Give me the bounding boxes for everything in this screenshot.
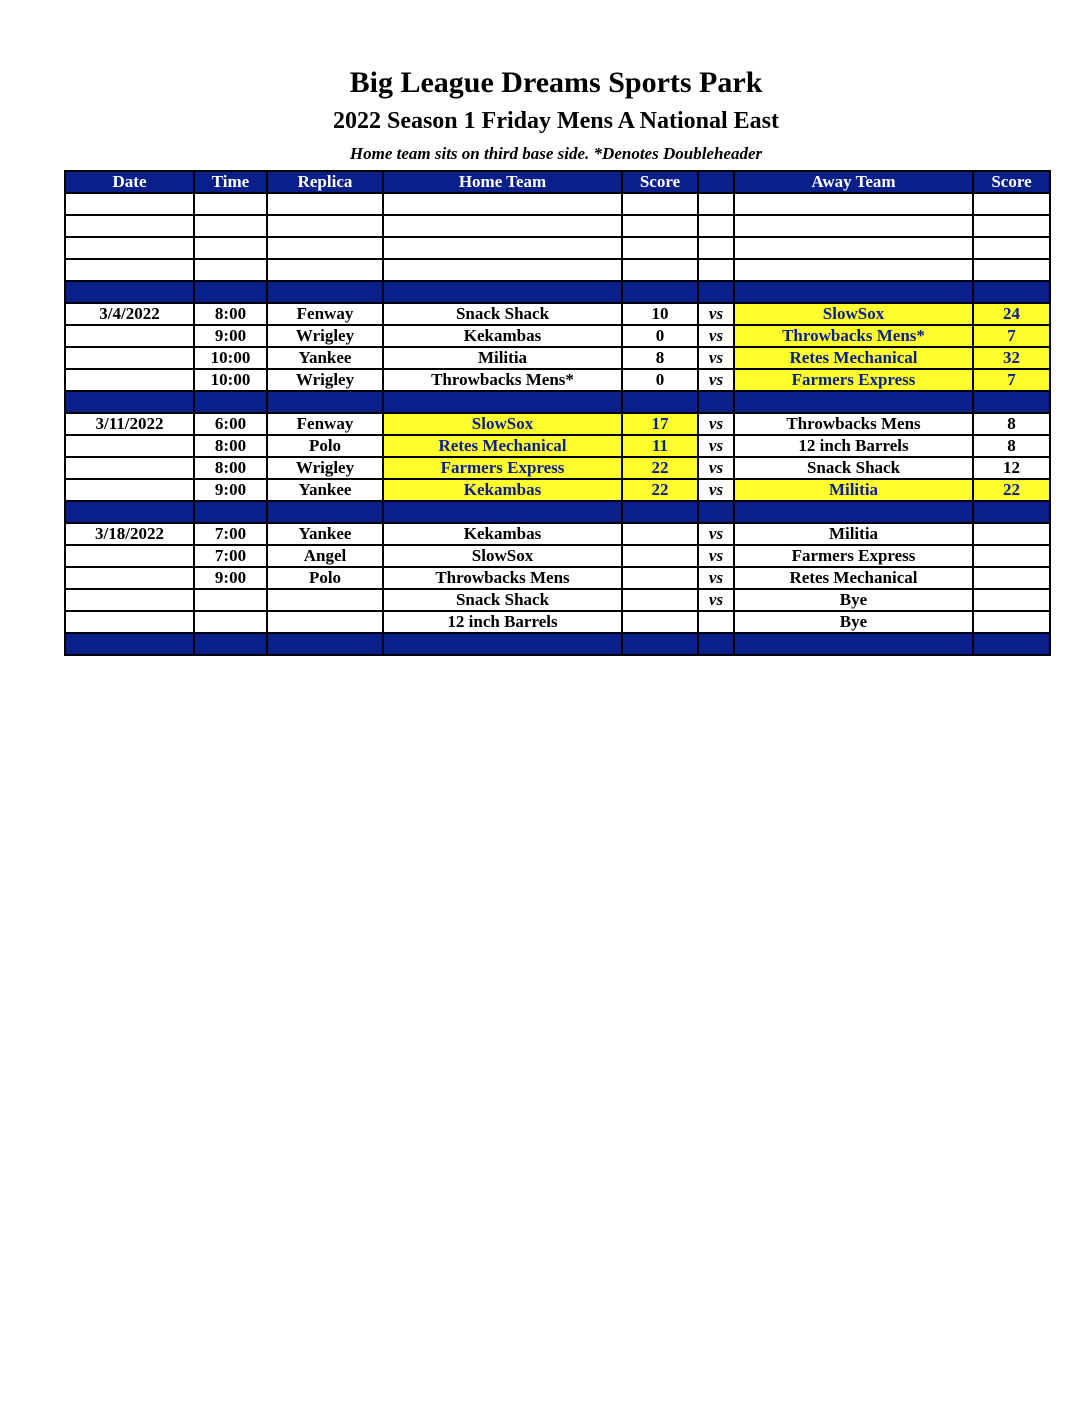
vs-cell xyxy=(698,611,734,633)
home-team-cell: Snack Shack xyxy=(383,303,622,325)
blank-row xyxy=(65,215,1050,237)
table-row xyxy=(65,303,1050,325)
blank-row xyxy=(65,193,1050,215)
replica-cell: Angel xyxy=(267,545,383,567)
schedule-body xyxy=(65,193,1050,655)
table-row xyxy=(65,325,1050,347)
table-row xyxy=(65,413,1050,435)
home-score-cell: 0 xyxy=(622,325,698,347)
date-cell xyxy=(65,545,194,567)
away-score-cell xyxy=(973,611,1050,633)
home-score-cell: 10 xyxy=(622,303,698,325)
vs-cell: vs xyxy=(698,347,734,369)
replica-cell: Wrigley xyxy=(267,457,383,479)
home-score-cell xyxy=(622,567,698,589)
date-cell: 3/18/2022 xyxy=(65,523,194,545)
home-score-cell: 17 xyxy=(622,413,698,435)
vs-cell: vs xyxy=(698,567,734,589)
table-row xyxy=(65,567,1050,589)
vs-cell: vs xyxy=(698,457,734,479)
time-cell: 6:00 xyxy=(194,413,267,435)
table-row xyxy=(65,589,1050,611)
date-cell xyxy=(65,611,194,633)
away-score-cell: 8 xyxy=(973,413,1050,435)
col-home-header: Home Team xyxy=(383,171,622,193)
time-cell xyxy=(194,611,267,633)
home-score-cell: 22 xyxy=(622,479,698,501)
time-cell: 8:00 xyxy=(194,435,267,457)
home-team-cell: Throwbacks Mens xyxy=(383,567,622,589)
week-separator-row xyxy=(65,633,1050,655)
away-score-cell: 8 xyxy=(973,435,1050,457)
away-team-cell: Bye xyxy=(734,589,973,611)
away-team-cell: Militia xyxy=(734,523,973,545)
away-team-cell: 12 inch Barrels xyxy=(734,435,973,457)
table-row xyxy=(65,369,1050,391)
home-score-cell xyxy=(622,611,698,633)
away-score-cell: 22 xyxy=(973,479,1050,501)
table-row xyxy=(65,545,1050,567)
vs-cell: vs xyxy=(698,545,734,567)
date-cell xyxy=(65,325,194,347)
replica-cell: Wrigley xyxy=(267,325,383,347)
replica-cell xyxy=(267,611,383,633)
date-cell xyxy=(65,589,194,611)
replica-cell: Polo xyxy=(267,435,383,457)
col-away-score-header: Score xyxy=(973,171,1050,193)
date-cell xyxy=(65,369,194,391)
away-score-cell: 12 xyxy=(973,457,1050,479)
away-team-cell: Snack Shack xyxy=(734,457,973,479)
time-cell: 8:00 xyxy=(194,303,267,325)
away-team-cell: Throwbacks Mens* xyxy=(734,325,973,347)
time-cell: 10:00 xyxy=(194,369,267,391)
date-cell xyxy=(65,435,194,457)
page-note: Home team sits on third base side. *Denotes Doubleheader xyxy=(349,144,763,163)
date-cell xyxy=(65,347,194,369)
vs-cell: vs xyxy=(698,303,734,325)
week-separator-row xyxy=(65,501,1050,523)
table-row xyxy=(65,523,1050,545)
away-team-cell: Militia xyxy=(734,479,973,501)
vs-cell: vs xyxy=(698,479,734,501)
week-separator-row xyxy=(65,281,1050,303)
blank-row xyxy=(65,259,1050,281)
away-team-cell: Farmers Express xyxy=(734,369,973,391)
away-score-cell xyxy=(973,545,1050,567)
table-row xyxy=(65,457,1050,479)
time-cell: 9:00 xyxy=(194,325,267,347)
replica-cell: Polo xyxy=(267,567,383,589)
home-team-cell: SlowSox xyxy=(383,545,622,567)
header-row xyxy=(65,171,1050,193)
time-cell: 7:00 xyxy=(194,523,267,545)
home-score-cell xyxy=(622,589,698,611)
page-subtitle: 2022 Season 1 Friday Mens A National East xyxy=(332,108,780,134)
away-score-cell: 24 xyxy=(973,303,1050,325)
replica-cell: Yankee xyxy=(267,347,383,369)
away-team-cell: Farmers Express xyxy=(734,545,973,567)
home-score-cell: 11 xyxy=(622,435,698,457)
away-score-cell: 32 xyxy=(973,347,1050,369)
home-team-cell: Farmers Express xyxy=(383,457,622,479)
away-team-cell: SlowSox xyxy=(734,303,973,325)
schedule-table xyxy=(64,170,1051,656)
table-row xyxy=(65,479,1050,501)
blank-row xyxy=(65,237,1050,259)
col-home-score-header: Score xyxy=(622,171,698,193)
replica-cell: Wrigley xyxy=(267,369,383,391)
home-score-cell: 0 xyxy=(622,369,698,391)
home-team-cell: Retes Mechanical xyxy=(383,435,622,457)
replica-cell: Fenway xyxy=(267,413,383,435)
home-team-cell: Throwbacks Mens* xyxy=(383,369,622,391)
home-score-cell: 8 xyxy=(622,347,698,369)
home-team-cell: Kekambas xyxy=(383,325,622,347)
week-separator-row xyxy=(65,391,1050,413)
date-cell xyxy=(65,457,194,479)
time-cell: 7:00 xyxy=(194,545,267,567)
col-time-header: Time xyxy=(194,171,267,193)
home-team-cell: Militia xyxy=(383,347,622,369)
date-cell: 3/11/2022 xyxy=(65,413,194,435)
table-row xyxy=(65,611,1050,633)
col-replica-header: Replica xyxy=(267,171,383,193)
vs-cell: vs xyxy=(698,435,734,457)
home-team-cell: Kekambas xyxy=(383,523,622,545)
replica-cell: Yankee xyxy=(267,479,383,501)
away-score-cell xyxy=(973,589,1050,611)
away-score-cell xyxy=(973,523,1050,545)
home-score-cell: 22 xyxy=(622,457,698,479)
home-team-cell: SlowSox xyxy=(383,413,622,435)
time-cell: 10:00 xyxy=(194,347,267,369)
time-cell: 9:00 xyxy=(194,567,267,589)
away-score-cell: 7 xyxy=(973,369,1050,391)
col-date-header: Date xyxy=(65,171,194,193)
away-team-cell: Retes Mechanical xyxy=(734,347,973,369)
table-row xyxy=(65,347,1050,369)
vs-cell: vs xyxy=(698,413,734,435)
away-score-cell: 7 xyxy=(973,325,1050,347)
vs-cell: vs xyxy=(698,523,734,545)
time-cell: 9:00 xyxy=(194,479,267,501)
table-row xyxy=(65,435,1050,457)
vs-cell: vs xyxy=(698,589,734,611)
col-away-header: Away Team xyxy=(734,171,973,193)
date-cell: 3/4/2022 xyxy=(65,303,194,325)
replica-cell: Fenway xyxy=(267,303,383,325)
away-team-cell: Bye xyxy=(734,611,973,633)
home-score-cell xyxy=(622,523,698,545)
home-team-cell: 12 inch Barrels xyxy=(383,611,622,633)
home-team-cell: Snack Shack xyxy=(383,589,622,611)
replica-cell: Yankee xyxy=(267,523,383,545)
page-title: Big League Dreams Sports Park xyxy=(349,66,763,99)
col-vs-header xyxy=(698,171,734,193)
away-team-cell: Throwbacks Mens xyxy=(734,413,973,435)
away-score-cell xyxy=(973,567,1050,589)
date-cell xyxy=(65,567,194,589)
time-cell: 8:00 xyxy=(194,457,267,479)
away-team-cell: Retes Mechanical xyxy=(734,567,973,589)
replica-cell xyxy=(267,589,383,611)
home-score-cell xyxy=(622,545,698,567)
date-cell xyxy=(65,479,194,501)
time-cell xyxy=(194,589,267,611)
vs-cell: vs xyxy=(698,325,734,347)
vs-cell: vs xyxy=(698,369,734,391)
home-team-cell: Kekambas xyxy=(383,479,622,501)
